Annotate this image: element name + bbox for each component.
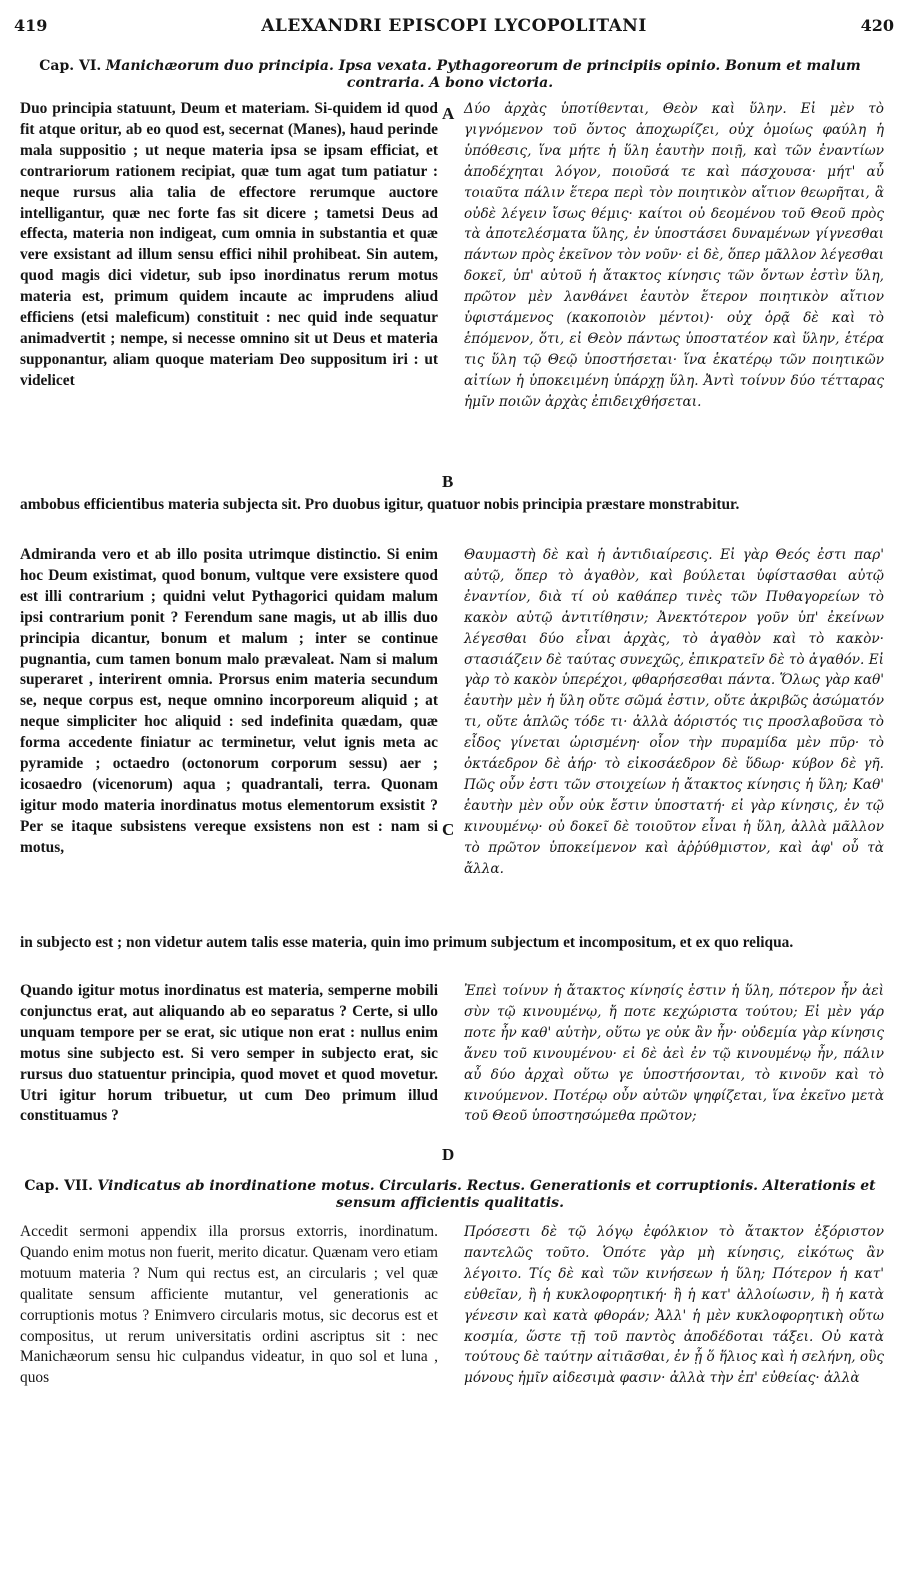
chapter-6-title-line2: contraria. A bono victoria.: [346, 75, 554, 91]
greek-paragraph-3: Ἐπεὶ τοίνυν ἡ ἄτακτος κίνησίς ἐστιν ἡ ὕλη, πότερον ἦν ἀεὶ σὺν τῷ κινουμένῳ, ἤ ποτε κεχώριστα τούτου; Εἰ μὲν γάρ ποτε ἦν καθ' αὑτὴν, οὕτω γε οὐκ ἂν ἦν· οὐδεμία γὰρ κίνησις ἄνευ τοῦ κινουμένου· εἰ δὲ ἀεὶ ἐν τῷ κινουμένῳ ἦν, πάλιν αὖ δύο ἀρχαὶ οὕτω γε ὑποστήσονται, τὸ κινοῦν καὶ τὸ κινούμενον. Ποτέρῳ οὖν αὐτῶν ψηφίζεται, ἵνα ἐκεῖνο μετὰ τοῦ Θεοῦ ὑποστησώμεθα πρῶτον;: [464, 983, 884, 1125]
page-number-left: 419: [14, 16, 48, 35]
latin-paragraph-2-continued: in subjecto est ; non videtur autem talis esse materia, quin imo primum subjectum et incompositum, et ex quo reliqua.: [20, 934, 794, 951]
running-title: ALEXANDRI EPISCOPI LYCOPOLITANI: [261, 16, 647, 36]
chapter-7-title-line1: Vindicatus ab inordinatione motus. Circularis. Rectus. Generationis et corruptionis. Alterationis et: [97, 1178, 876, 1194]
page-header: [14, 16, 894, 40]
greek-paragraph-4: Πρόσεστι δὲ τῷ λόγῳ ἐφόλκιον τὸ ἄτακτον ἐξόριστον παντελῶς τοῦτο. Ὁπότε γὰρ μὴ κίνησις, εἰκότως ἂν λέγοιτο. Τίς δὲ καὶ τῶν κινήσεων ἡ ὕλη; Πότερον ἡ κατ' εὐθεῖαν, ἢ ἡ κυκλοφορητική· ἢ ἡ κατ' ἀλλοίωσιν, ἢ ἡ κατὰ γένεσιν καὶ κατὰ φθοράν; Ἀλλ' ἡ μὲν κυκλοφορητικὴ οὕτω κοσμία, ὥστε τῇ τοῦ παντὸς ἀποδέδοται τάξει. Οὐ κατὰ τούτους δὲ ταύτην αἰτιᾶσθαι, ἐν ᾗ ὅ ἥλιος καὶ ἡ σελήνη, οὓς μόνους ἡμῖν αἰδεσιμὰ φασιν· ἀλλὰ τὴν ἐπ' εὐθείας· ἀλλὰ: [464, 1224, 884, 1387]
greek-paragraph-2: Θαυμαστὴ δὲ καὶ ἡ ἀντιδιαίρεσις. Εἰ γὰρ Θεός ἐστι παρ' αὐτῷ, ὅπερ τὸ ἀγαθὸν, καὶ βούλεται ὑφίστασθαι αὐτῷ ἐναντίον, διὰ τί οὐ καθάπερ τινὲς τῶν Πυθαγορείων τὸ κακὸν αὐτῷ ἀντιτίθησιν; Ἀνεκτότερον γοῦν ὑπ' ἐκείνων λέγεσθαι δύο εἶναι ἀρχὰς, τὸ ἀγαθὸν καὶ τὸ κακὸν· στασιάζειν δὲ ταύτας συνεχῶς, ἐπικρατεῖν δὲ τὸ ἀγαθόν. Εἰ γὰρ τὸ κακὸν ὑπερέχοι, φθαρήσεσθαι πάντα. Ὅλως γὰρ καθ' ἑαυτὴν μὲν ἡ ὕλη οὔτε σῶμά ἐστιν, οὔτε ἀκριβῶς ἀσώματόν τι, οὔτε ἁπλῶς τόδε τι· ἀλλὰ ἀόριστός τις προσλαβοῦσα τὸ εἶδος γίνεται ὡρισμένη· οἷον τὴν πυραμίδα μὲν πῦρ· τὸ ὀκτάεδρον δὲ ἀήρ· τὸ εἰκοσάεδρον δὲ ὕδωρ· κύβον δὲ γῆ. Πῶς οὖν ἐστι τῶν στοιχείων ἡ ἄτακτος κίνησις ἡ ὕλη; Καθ' ἑαυτὴν μὲν οὖν οὐκ ἔστιν ὑποστατή· εἰ γὰρ κίνησις, ἐν τῷ κινουμένῳ· οὐ δοκεῖ δὲ τοιοῦτον εἶναι ἡ ὕλη, ἀλλὰ μᾶλλον τὸ πρῶτον ὑποκείμενον καὶ ἀῤῥύθμιστον, καὶ ἀφ' οὗ τὰ ἄλλα.: [464, 547, 884, 877]
chapter-6-label: Cap. VI.: [39, 58, 102, 74]
chapter-6-title-line1: Manichæorum duo principia. Ipsa vexata. Pythagoreorum de principiis opinio. Bonum et malum: [105, 58, 861, 74]
margin-letter-b: B: [442, 472, 454, 491]
chapter-7-heading: [20, 1178, 880, 1212]
page-number-right: 420: [860, 16, 894, 35]
latin-paragraph-1: Duo principia statuunt, Deum et materiam. Si-quidem id quod fit atque oritur, ab eo quod est, secernat (Manes), haud perinde mala suppositio ; ut neque materia ipsa se ipsam efficiat, et contrariorum rationem recipiat, quæ tum agat tum patiatur : neque rursus alia talia de effectore rerumque auctore intelligantur, quæ nec forte fas sit dicere ; tametsi Deus ad effecta, materia non indigeat, cum omnia in substantia et quæ vere exsistant ad illum sensu effici nihil prohibeat. Sin autem, quod magis dici videtur, sub ipso inordinatus rerum motus materia est, primum quidem incaute ac imprudens aliud efficiens (etsi maleficum) constituit : nec quid inde sequatur animadvertit ; nempe, si necesse omnino sit ut Deus et materia supponantur, aliam quoque materiam Deo suppositum iri : ut videlicet: [20, 100, 438, 389]
greek-paragraph-1: Δύο ἀρχὰς ὑποτίθενται, Θεὸν καὶ ὕλην. Εἰ μὲν τὸ γιγνόμενον τοῦ ὄντος ἀποχωρίζει, οὐχ ὁμοίως φαύλη ἡ ὑπόθεσις, ἵνα μήτε ἡ ὕλη ἑαυτὴν ποιῇ, καὶ τῶν ἐναντίων ἀποδέχηται λόγον, ποιοῦσά τε καὶ πάσχουσα· μήτ' αὖ τοιαῦτα πάλιν ἕτερα περὶ τὸν ποιητικὸν αἴτιον θεωρῆται, ἃ οὐδὲ λέγειν ἴσως θέμις· καίτοι οὐ δεομένου τοῦ Θεοῦ πρὸς τὰ ἀποτελέσματα ὕλης, ἐν ὑποστάσει δυναμένων γίγνεσθαι πάντων πρὸς ἐκεῖνον τὸν νοῦν· εἰ δὲ, ὅπερ μᾶλλον λέγεσθαι δοκεῖ, ὑπ' αὐτοῦ ἡ ἄτακτος κίνησις τῶν ὄντων ἐστὶν ὕλη, πρῶτον μὲν λανθάνει ἑαυτὸν ἕτερον ποιητικὸν αἴτιον ὑφιστάμενος (κακοποιὸν μέντοι)· οὐχ ὁρᾷ δὲ καὶ τὸ ἑπόμενον, ὅτι, εἰ Θεὸν πάντως ὑποστατέον καὶ ὕλην, ἑτέρα τις ὕλη τῷ Θεῷ ὑποστήσεται· ἵνα ἑκατέρῳ τῶν ποιητικῶν αἰτίων ἡ ὑποκειμένη ὑπάρχῃ ὕλη. Ἀντὶ τοίνυν δύο τέτταρας ἡμῖν ποιῶν ἀρχὰς ἐπιδειχθήσεται.: [464, 101, 884, 410]
margin-letter-d: D: [442, 1145, 455, 1164]
latin-paragraph-4: Accedit sermoni appendix illa prorsus extorris, inordinatum. Quando enim motus non fuerit, merito dicatur. Quænam vero etiam motuum materia ? Num qui rectus est, an circularis ; vel quæ qualitate sensum afficiente mutantur, vel generationis ac corruptionis motus ? Enimvero circularis motus, sic decorus est et compositus, ut rerum universitatis ordini ascriptus sit : nec Manichæorum sensu hic culpandus videatur, in quo sol et luna , quos: [20, 1223, 438, 1387]
latin-paragraph-1-continued: ambobus efficientibus materia subjecta sit. Pro duobus igitur, quatuor nobis principia præstare monstrabitur.: [20, 496, 740, 513]
chapter-7-title-line2: sensum afficientis qualitatis.: [336, 1195, 564, 1211]
chapter-7-label: Cap. VII.: [24, 1178, 93, 1194]
margin-letter-a: A: [442, 104, 455, 123]
chapter-6-heading: [20, 58, 880, 92]
latin-paragraph-2: Admiranda vero et ab illo posita utrimque distinctio. Si enim hoc Deum existimat, quod bonum, vultque vere exsistere quod est illi contrarium ; quidni velut Pythagorici quidam malum ipsi contrarium ponit ? Ferendum sane magis, ut ab illis duo principia dicantur, bonum et malum ; inter se continue pugnantia, cum tamen bonum malo prævaleat. Nam si malum superaret , interirent omnia. Prorsus enim materia secundum se, neque corpus est, neque omnino incorporeum aliquid ; at neque simpliciter hoc aliquid : sed indefinita quædam, quæ forma accedente finiatur ac terminetur, velut ignis meta ac pyramide ; octaedro (octonorum corporum sessu) aer ; icosaedro (vicenorum) aqua ; quadrantali, terra. Quonam igitur modo materia inordinatus motus elementorum exsistit ? Per se itaque subsistens vereque exsistens non est : nam si motus,: [20, 546, 438, 856]
margin-letter-c: C: [442, 820, 455, 839]
latin-paragraph-3: Quando igitur motus inordinatus est materia, semperne mobili conjunctus erat, aut aliquando ab eo separatus ? Certe, si ullo unquam tempore per se erat, sic utique non erat : nullus enim motus sine subjecto est. Si vero semper in subjecto erat, sic rursus duo statuentur principia, quod movet et quod movetur. Utri igitur horum tribuetur, ut cum Deo primum illud constituamus ?: [20, 982, 438, 1125]
